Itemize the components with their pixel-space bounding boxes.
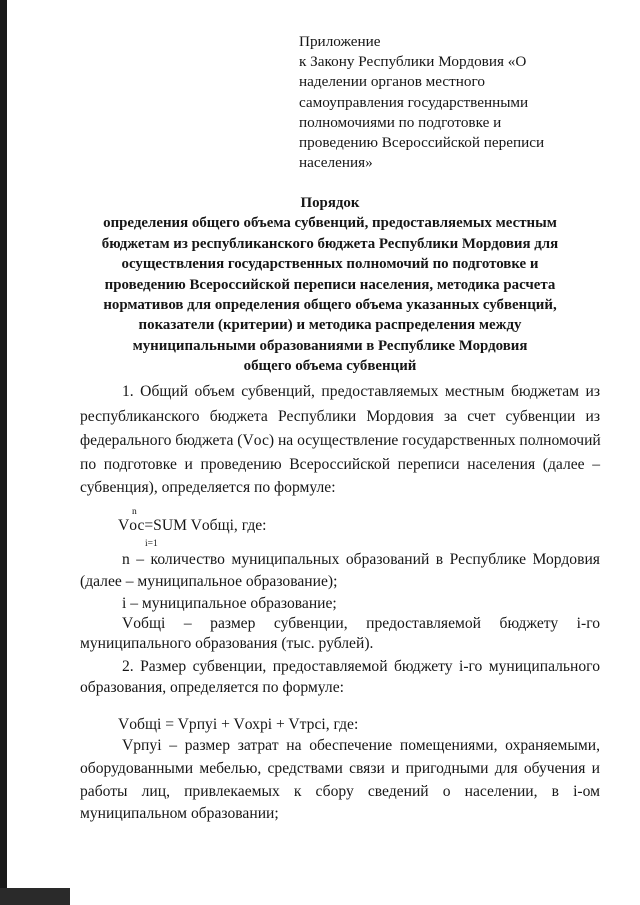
paragraph-1-line: федерального бюджета (Vос) на осуществление государственных полномочий xyxy=(80,432,601,449)
paragraph-2-line: 2. Размер субвенции, предоставляемой бюджету i-го муниципального xyxy=(122,658,600,675)
appendix-line: наделении органов местного xyxy=(299,73,485,91)
appendix-line: к Закону Республики Мордовия «О xyxy=(299,53,527,71)
definition-vrpu-line: оборудованными мебелью, средствами связи и пригодными для обучения и xyxy=(80,760,600,777)
formula-1: Vос=SUM Vобщi, где: xyxy=(118,517,267,534)
definition-vrpu-line: Vрпуi – размер затрат на обеспечение помещениями, охраняемыми, xyxy=(122,737,600,754)
formula-1-lower-limit: i=1 xyxy=(145,539,158,549)
definition-n-line: (далее – муниципальное образование); xyxy=(80,573,338,590)
title-line: общего объема субвенций xyxy=(243,358,417,375)
scan-bottom-edge xyxy=(0,888,70,905)
paragraph-2-line: образования, определяется по формуле: xyxy=(80,679,344,696)
title-line: бюджетам из республиканского бюджета Республики Мордовия для xyxy=(101,235,559,252)
paragraph-1-line: субвенция), определяется по формуле: xyxy=(80,479,336,496)
definition-v-line: Vобщi – размер субвенции, предоставляемой бюджету i-го xyxy=(122,615,600,632)
definition-v-line: муниципального образования (тыс. рублей). xyxy=(80,635,374,652)
definition-n-line: n – количество муниципальных образований в Республике Мордовия xyxy=(122,551,600,568)
formula-2: Vобщi = Vрпуi + Vохрi + Vтрсi, где: xyxy=(118,716,359,733)
title-line: нормативов для определения общего объема указанных субвенций, xyxy=(103,297,557,314)
appendix-line: населения» xyxy=(299,154,373,172)
definition-vrpu-line: работы лиц, привлекаемых к сбору сведений о населении, в i-ом xyxy=(80,783,600,800)
definition-vrpu-line: муниципальном образовании; xyxy=(80,805,279,822)
appendix-line: Приложение xyxy=(299,33,381,50)
appendix-line: самоуправления государственными xyxy=(299,93,529,111)
appendix-header xyxy=(299,32,589,173)
document-title xyxy=(60,193,600,377)
title-line: Порядок xyxy=(300,195,360,211)
title-line: осуществления государственных полномочий по подготовке и xyxy=(121,256,539,273)
title-line: показатели (критерии) и методика распределения между xyxy=(138,317,522,334)
appendix-line: полномочиями по подготовке и xyxy=(299,113,502,131)
paragraph-1-line: республиканского бюджета Республики Мордовия за счет субвенции из xyxy=(80,408,600,425)
appendix-line: проведению Всероссийской переписи xyxy=(299,134,545,152)
title-line: проведению Всероссийской переписи населения, методика расчета xyxy=(104,276,556,293)
paragraph-1-line: по подготовке и проведению Всероссийской переписи населения (далее – xyxy=(80,456,600,473)
definition-i: i – муниципальное образование; xyxy=(122,595,337,612)
formula-1-upper-limit: n xyxy=(132,507,137,517)
title-line: муниципальными образованиями в Республике Мордовия xyxy=(132,337,528,354)
scan-left-edge xyxy=(0,0,7,905)
title-line: определения общего объема субвенций, предоставляемых местным xyxy=(103,215,557,232)
paragraph-1-line: 1. Общий объем субвенций, предоставляемых местным бюджетам из xyxy=(122,383,600,400)
